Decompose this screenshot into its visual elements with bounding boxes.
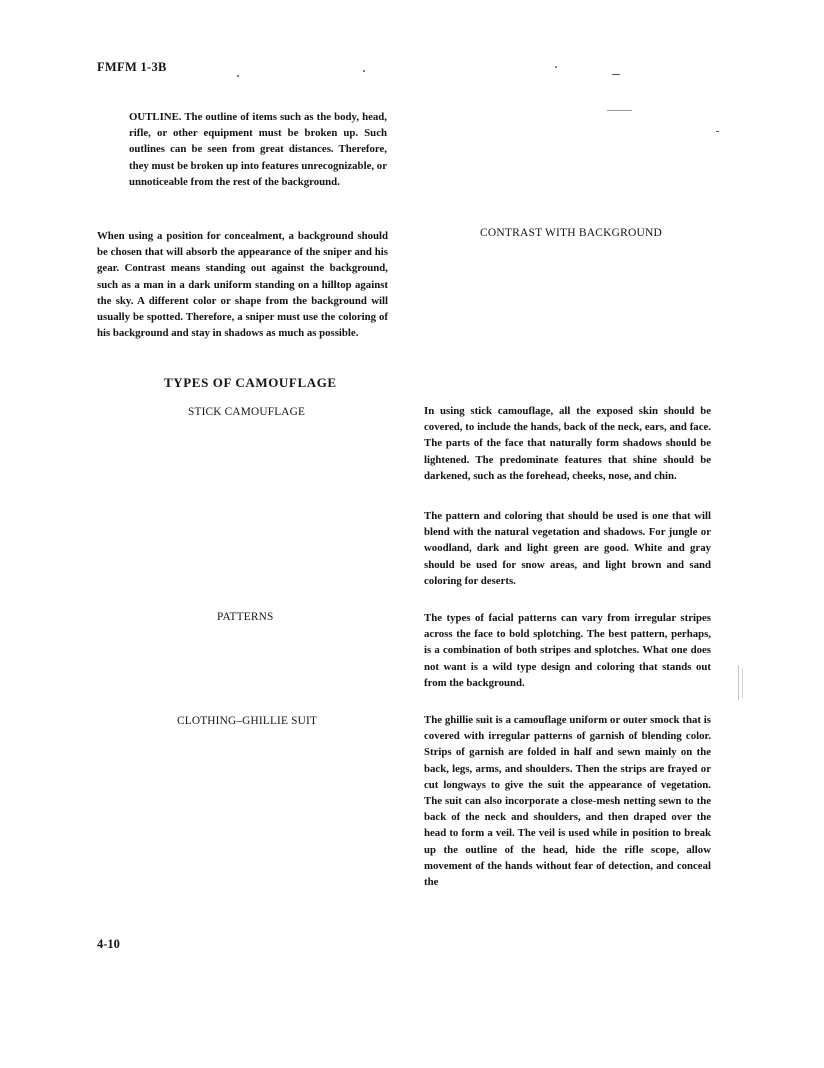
scan-speck bbox=[612, 74, 620, 75]
background-paragraph bbox=[97, 228, 388, 341]
page-number: 4-10 bbox=[97, 937, 120, 951]
stick-paragraph-1 bbox=[424, 403, 711, 484]
scan-speck bbox=[607, 110, 632, 111]
contrast-heading: CONTRAST WITH BACKGROUND bbox=[480, 227, 662, 239]
scan-speck bbox=[738, 665, 739, 700]
outline-text: OUTLINE. The outline of items such as the body, head, rifle, or other equipment must be broken up. Such outlines can be seen from great distances. Therefore, they must be broken up into features unrecognizable, or unnoticeable from the rest of the background. bbox=[129, 111, 387, 188]
subheading-stick: STICK CAMOUFLAGE bbox=[188, 406, 306, 418]
outline-paragraph bbox=[129, 109, 387, 190]
scan-speck bbox=[555, 66, 557, 68]
background-text: When using a position for concealment, a background should be chosen that will absorb the appearance of the sniper and his gear. Contrast means standing out against the background, such as a man in a dark uniform standing on a hilltop against the sky. A different color or shape from the background will usually be spotted. Therefore, a sniper must use the coloring of his background and stay in shadows as much as possible. bbox=[97, 230, 388, 340]
subheading-clothing: CLOTHING–GHILLIE SUIT bbox=[177, 715, 318, 727]
scan-speck bbox=[742, 668, 743, 698]
patterns-paragraph bbox=[424, 610, 711, 691]
stick-text-1: In using stick camouflage, all the exposed skin should be covered, to include the hands, back of the neck, ears, and face. The parts of the face that naturally form shadows should be lightened. The predominate features that shine should be darkened, such as the forehead, cheeks, nose, and chin. bbox=[424, 405, 711, 482]
section-heading-types: TYPES OF CAMOUFLAGE bbox=[164, 375, 337, 390]
scan-speck bbox=[237, 75, 239, 77]
scan-speck bbox=[363, 70, 365, 72]
subheading-patterns: PATTERNS bbox=[217, 611, 274, 623]
page-header: FMFM 1-3B bbox=[97, 60, 167, 74]
stick-paragraph-2 bbox=[424, 508, 711, 589]
stick-text-2: The pattern and coloring that should be used is one that will blend with the natural vegetation and shadows. For jungle or woodland, dark and light green are good. White and gray should be used for snow areas, and light brown and sand coloring for deserts. bbox=[424, 510, 711, 587]
clothing-paragraph bbox=[424, 712, 711, 890]
scan-speck bbox=[716, 131, 719, 132]
clothing-text: The ghillie suit is a camouflage uniform or outer smock that is covered with irregular patterns of garnish of blending color. Strips of garnish are folded in half and sewn mainly on the back, legs, arms, and shoulders. Then the strips are frayed or cut longways to give the suit the appearance of vegetation. The suit can also incorporate a close-mesh netting sewn to the back of the neck and shoulders, and then draped over the head to form a veil. The veil is used while in position to break up the outline of the head, hide the rifle scope, allow movement of the hands without fear of detection, and conceal the bbox=[424, 714, 711, 889]
patterns-text: The types of facial patterns can vary from irregular stripes across the face to bold splotching. The best pattern, perhaps, is a combination of both stripes and splotches. What one does not want is a wild type design and coloring that stands out from the background. bbox=[424, 612, 711, 689]
